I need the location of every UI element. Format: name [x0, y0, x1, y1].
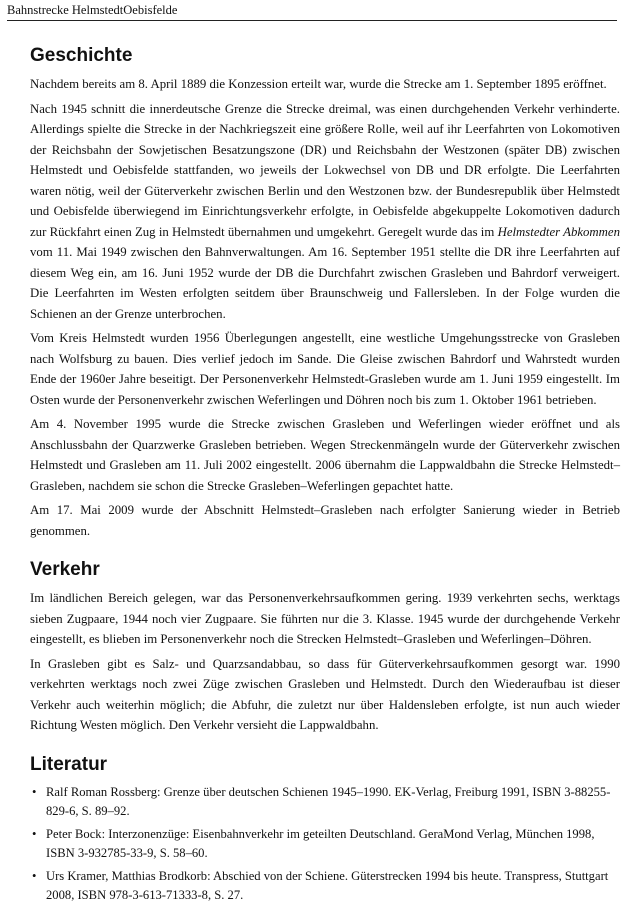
section-geschichte: [30, 44, 620, 541]
paragraph: Im ländlichen Bereich gelegen, war das Personenverkehrsaufkommen gering. 1939 verkehrten sechs, werktags sieben Zugpaare, 1944 noch vier Zugpaare. Sie führten nur die 3. Klasse. 1945 wurde der durchgehende Verkehr eingestellt, es blieben im Personenverkehr noch die Strecken Helmstedt–Grasleben und Weferlingen–Döhren.: [30, 591, 620, 646]
section-literatur: [30, 753, 620, 906]
emphasis-text: Helmstedter Abkommen: [497, 224, 620, 239]
article-body: [30, 44, 620, 923]
paragraph: Vom Kreis Helmstedt wurden 1956 Überlegungen angestellt, eine westliche Umgehungsstrecke von Grasleben nach Wolfsburg zu bauen. Dies verlief jedoch im Sande. Die Gleise zwischen Bahrdorf und Wahrstedt wurden Ende der 1960er Jahre beseitigt. Der Personenverkehr Helmstedt-Grasleben wurde am 1. Juni 1959 eingestellt. Im Osten wurde der Personenverkehr zwischen Weferlingen und Döhren noch bis zum 1. Oktober 1961 betrieben.: [30, 331, 620, 407]
running-header: Bahnstrecke HelmstedtOebisfelde: [7, 3, 617, 21]
section-heading: Verkehr: [30, 559, 100, 580]
section-verkehr: [30, 558, 620, 736]
paragraph: Am 17. Mai 2009 wurde der Abschnitt Helmstedt–Grasleben nach erfolgter Sanierung wieder in Betrieb genommen.: [30, 503, 620, 538]
paragraph-text: Nach 1945 schnitt die innerdeutsche Grenze die Strecke dreimal, was einen durchgehenden Verkehr verhinderte. Allerdings spielte die Strecke in der Nachkriegszeit eine größere Rolle, weil auf ihr Leerfahrten von Lokomotiven der Reichsbahn der Sowjetischen Besatzungszone (DR) und Reichsbahn der Westzonen (später DB) zwischen Helmstedt und Oebisfelde stattfanden, wo jeweils der Lokwechsel von DB und DR erfolgte. Die Leerfahrten waren nötig, weil der Güterverkehr zwischen Berlin und den Westzonen bzw. der Bundesrepublik über Helmstedt und Oebisfelde überwiegend im Einrichtungsverkehr erfolgte, in Oebisfelde abgekuppelte Lokomotiven dadurch zur Rückfahrt einen Zug in Helmstedt übernahmen und umgekehrt. Geregelt wurde das im: [30, 101, 620, 239]
paragraph-text: vom 11. Mai 1949 zwischen den Bahnverwaltungen. Am 16. September 1951 stellte die DR ihre Leerfahrten auf diesem Weg ein, am 16. Juni 1952 wurde der DB die Durchfahrt zwischen Grasleben und Bahrdorf verweigert. Die Leerfahrten im Westen erfolgten seitdem über Braunschweig und Fallersleben. In der Folge wurden die Schienen an der Grenze unterbrochen.: [30, 245, 620, 321]
reference-item: • Ralf Roman Rossberg: Grenze über deutschen Schienen 1945–1990. EK-Verlag, Freiburg 1991, ISBN 3-88255-829-6, S. 89–92.: [30, 783, 620, 822]
paragraph: Am 4. November 1995 wurde die Strecke zwischen Grasleben und Weferlingen wieder eröffnet und als Anschlussbahn der Quarzwerke Grasleben betrieben. Wegen Streckenmängeln wurde der Güterverkehr zwischen Helmstedt und Grasleben am 11. Juli 2002 eingestellt. 2006 übernahm die Lappwaldbahn die Strecke Helmstedt–Grasleben, nachdem sie schon die Strecke Grasleben–Weferlingen gepachtet hatte.: [30, 417, 620, 493]
paragraph: Nachdem bereits am 8. April 1889 die Konzession erteilt war, wurde die Strecke am 1. September 1895 eröffnet.: [30, 77, 607, 91]
reference-item: • Peter Bock: Interzonenzüge: Eisenbahnverkehr im geteilten Deutschland. GeraMond Verlag, München 1998, ISBN 3-932785-33-9, S. 58–60.: [30, 825, 620, 864]
reference-list: [30, 783, 620, 906]
section-heading: Literatur: [30, 753, 108, 775]
paragraph: In Grasleben gibt es Salz- und Quarzsandabbau, so dass für Güterverkehrsaufkommen gesorgt war. 1990 verkehrten werktags noch zwei Züge zwischen Grasleben und Helmstedt. Durch den Wiederaufbau ist dieser Verkehr auch weiterhin möglich; die Abfuhr, die zuletzt nur über Haldensleben erfolgte, ist nun auch wieder Richtung Westen möglich. Den Verkehr versieht die Lappwaldbahn.: [30, 656, 620, 732]
section-heading: Geschichte: [30, 45, 133, 66]
reference-item: • Urs Kramer, Matthias Brodkorb: Abschied von der Schiene. Güterstrecken 1994 bis heute. Transpress, Stuttgart 2008, ISBN 978-3-613-71333-8, S. 27.: [30, 867, 620, 906]
paragraph: [30, 99, 620, 325]
